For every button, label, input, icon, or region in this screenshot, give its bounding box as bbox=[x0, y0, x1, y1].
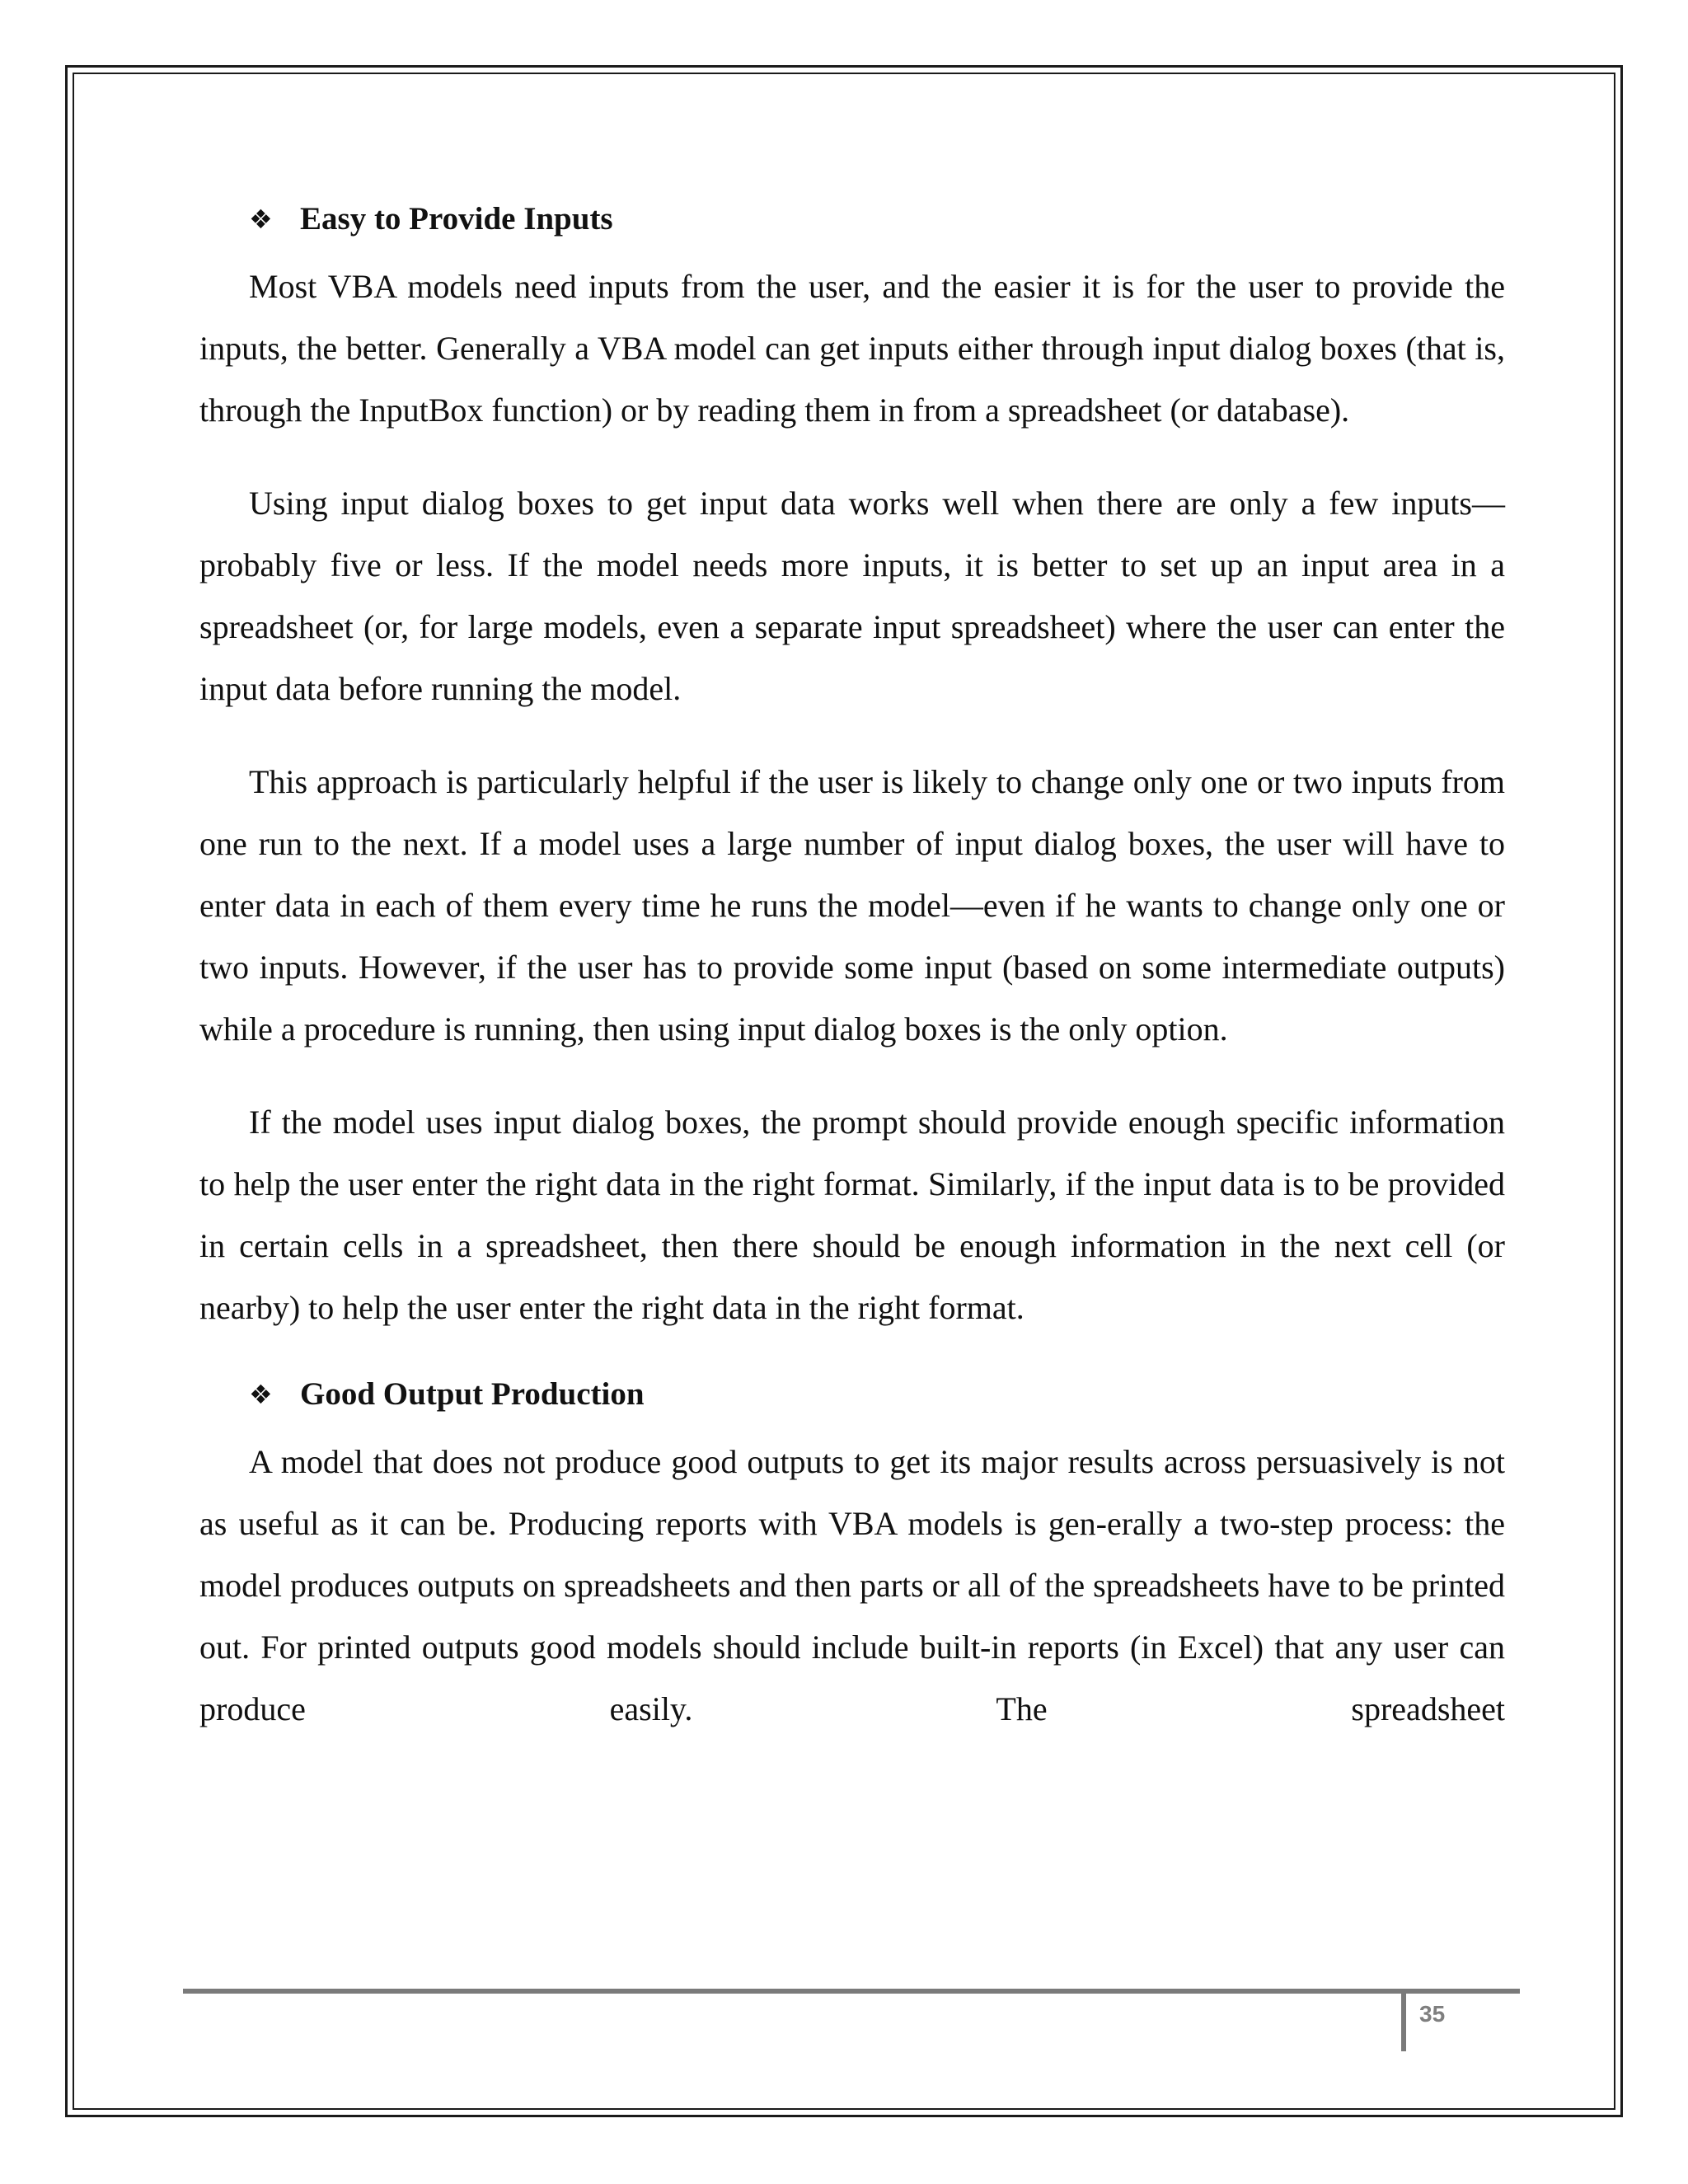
section-heading-outputs bbox=[249, 1370, 1505, 1419]
page-body bbox=[199, 194, 1505, 1740]
page-number: 35 bbox=[1419, 2001, 1446, 2027]
section-title: Easy to Provide Inputs bbox=[300, 201, 613, 237]
paragraph: If the model uses input dialog boxes, the prompt should provide enough specific information to help the user enter the right data in the right format. Similarly, if the input data is to be provided in certain cells in a spreadsheet, then there should be enough information in the next cell (or nearby) to help the user enter the right data in the right format. bbox=[199, 1104, 1505, 1326]
paragraph: Using input dialog boxes to get input data works well when there are only a few inputs—probably five or less. If the model needs more inputs, it is better to set up an input area in a spreadsheet (or, for large models, even a separate input spreadsheet) where the user can enter the input data before running the model. bbox=[199, 485, 1505, 707]
footer-divider bbox=[1401, 1989, 1406, 2051]
footer-rule bbox=[183, 1989, 1520, 1994]
section-heading-inputs bbox=[249, 194, 1505, 244]
diamond-bullet-icon: ❖ bbox=[249, 1379, 273, 1410]
section-title: Good Output Production bbox=[300, 1376, 645, 1412]
paragraph: A model that does not produce good outputs to get its major results across persuasively is not as useful as it can be. Producing reports with VBA models is gen-erally a two-step process: the model produces outputs on spreadsheets and then parts or all of the spreadsheets have to be printed out. For printed outputs good models should include built-in reports (in Excel) that any user can produce easily. The spreadsheet bbox=[199, 1443, 1506, 1727]
diamond-bullet-icon: ❖ bbox=[249, 204, 273, 235]
paragraph: This approach is particularly helpful if the user is likely to change only one or two inputs from one run to the next. If a model uses a large number of input dialog boxes, the user will have to enter data in each of them every time he runs the model—even if he wants to change only one or two inputs. However, if the user has to provide some input (based on some intermediate outputs) while a procedure is running, then using input dialog boxes is the only option. bbox=[199, 763, 1505, 1047]
paragraph: Most VBA models need inputs from the user, and the easier it is for the user to provide the inputs, the better. Generally a VBA model can get inputs either through input dialog boxes (that is, through the InputBox function) or by reading them in from a spreadsheet (or database). bbox=[199, 268, 1505, 429]
